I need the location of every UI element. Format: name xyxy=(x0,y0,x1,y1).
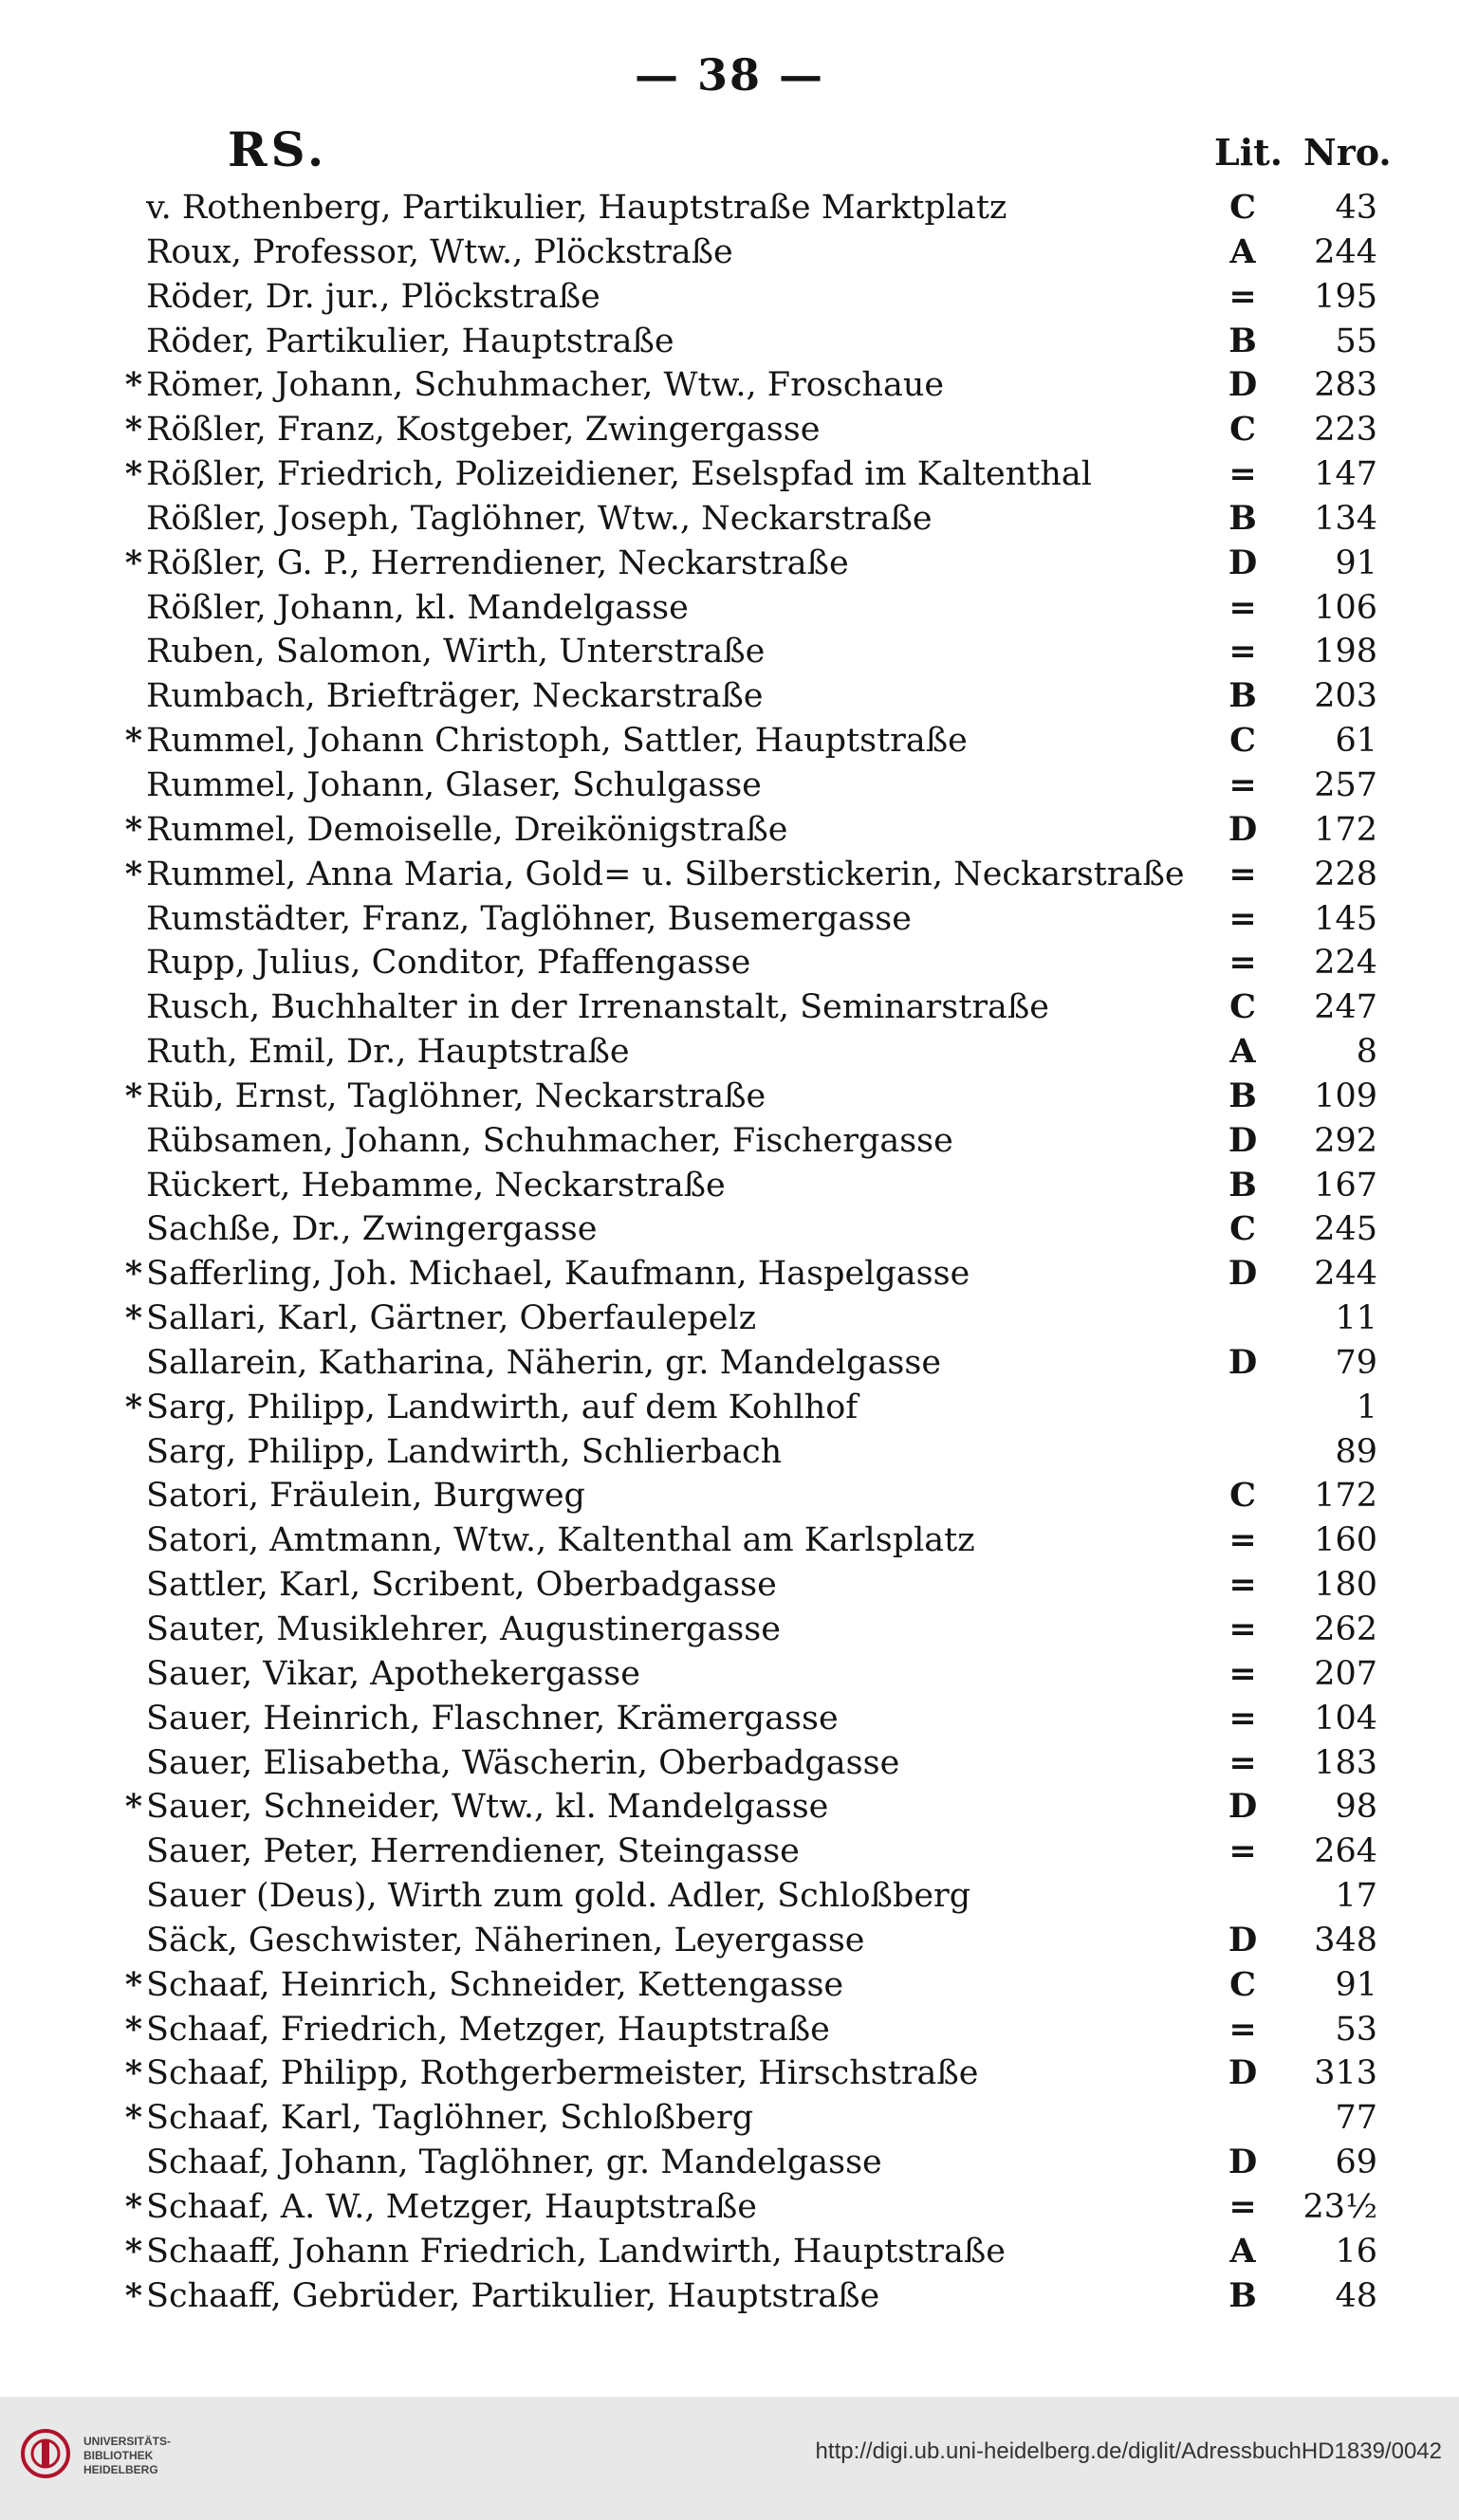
logo-line: UNIVERSITÄTS- xyxy=(83,2435,172,2448)
entry-lit: D xyxy=(1228,1254,1258,1294)
entry-star-marker: * xyxy=(124,2186,142,2226)
entry-nro: 223 xyxy=(1314,411,1377,450)
list-item xyxy=(104,985,1377,1030)
entry-text: Safferling, Joh. Michael, Kaufmann, Haspelgasse xyxy=(146,1255,970,1294)
entry-star-marker: * xyxy=(124,543,142,582)
entry-text: Sauer, Elisabetha, Wäscherin, Oberbadgasse xyxy=(146,1743,900,1782)
entry-lit: D xyxy=(1228,1787,1258,1827)
entry-star-marker: * xyxy=(124,1787,142,1827)
list-item xyxy=(104,853,1377,897)
list-item xyxy=(104,1119,1377,1164)
list-item xyxy=(104,497,1377,542)
entry-lit: = xyxy=(1228,898,1257,938)
entry-nro: 264 xyxy=(1314,1832,1377,1871)
list-item xyxy=(104,1030,1377,1075)
column-nro-header: Nro. xyxy=(1303,131,1392,174)
list-item xyxy=(104,1652,1377,1697)
entry-text: Schaaf, A. W., Metzger, Hauptstraße xyxy=(146,2187,757,2226)
entry-lit: D xyxy=(1228,809,1258,849)
entry-lit: D xyxy=(1228,543,1258,582)
column-lit-header: Lit. xyxy=(1214,131,1283,174)
list-item xyxy=(104,1919,1377,1963)
list-item xyxy=(104,1474,1377,1518)
entry-lit: = xyxy=(1228,587,1257,627)
list-item xyxy=(104,1075,1377,1119)
entry-nro: 203 xyxy=(1314,677,1377,716)
entry-text: Sauer, Heinrich, Flaschner, Krämergasse xyxy=(146,1699,839,1738)
entry-text: Rupp, Julius, Conditor, Pfaffengasse xyxy=(146,944,751,983)
entry-lit: = xyxy=(1228,632,1257,671)
list-item xyxy=(104,2274,1377,2319)
entry-nro: 244 xyxy=(1314,1255,1377,1294)
entry-text: Sarg, Philipp, Landwirth, Schlierbach xyxy=(146,1432,783,1471)
list-item xyxy=(104,320,1377,364)
entry-text: Satori, Amtmann, Wtw., Kaltenthal am Karlsplatz xyxy=(146,1521,975,1560)
page-number: — 38 — xyxy=(634,49,825,101)
entry-nro: 16 xyxy=(1335,2232,1377,2271)
list-item xyxy=(104,2096,1377,2141)
entry-text: Schaaf, Philipp, Rothgerbermeister, Hirschstraße xyxy=(146,2054,979,2093)
entry-text: Rößler, Franz, Kostgeber, Zwingergasse xyxy=(146,411,821,450)
entry-nro: 244 xyxy=(1314,232,1377,271)
entry-text: Rummel, Demoiselle, Dreikönigstraße xyxy=(146,810,788,849)
list-item xyxy=(104,542,1377,586)
entry-text: Ruben, Salomon, Wirth, Unterstraße xyxy=(146,633,766,671)
list-item xyxy=(104,897,1377,942)
entry-text: Schaaf, Friedrich, Metzger, Hauptstraße xyxy=(146,2010,830,2049)
entry-lit: = xyxy=(1228,764,1257,804)
entry-text: Sauer (Deus), Wirth zum gold. Adler, Schloßberg xyxy=(146,1877,971,1916)
entry-text: Roux, Professor, Wtw., Plöckstraße xyxy=(146,232,733,271)
entry-text: Schaaf, Heinrich, Schneider, Kettengasse xyxy=(146,1965,844,2004)
list-item xyxy=(104,1297,1377,1341)
entry-nro: 23½ xyxy=(1302,2187,1377,2226)
entry-text: Schaaf, Johann, Taglöhner, gr. Mandelgasse xyxy=(146,2143,882,2182)
entry-lit: C xyxy=(1229,188,1256,227)
entry-text: Rübsamen, Johann, Schuhmacher, Fischergasse xyxy=(146,1121,953,1160)
entry-nro: 160 xyxy=(1314,1521,1377,1560)
list-item xyxy=(104,363,1377,408)
entry-nro: 247 xyxy=(1314,988,1377,1027)
entry-nro: 17 xyxy=(1335,1877,1377,1916)
entry-text: Sauter, Musiklehrer, Augustinergasse xyxy=(146,1610,781,1648)
entry-text: Röder, Dr. jur., Plöckstraße xyxy=(146,277,600,316)
entry-lit: = xyxy=(1228,1653,1257,1693)
list-item xyxy=(104,1386,1377,1430)
entry-text: Rößler, G. P., Herrendiener, Neckarstraße xyxy=(146,543,849,582)
entry-lit: = xyxy=(1228,943,1257,983)
entry-star-marker: * xyxy=(124,1964,142,2004)
entry-lit: D xyxy=(1228,365,1258,405)
library-logo[interactable] xyxy=(19,2418,199,2503)
entry-lit: C xyxy=(1229,410,1256,450)
entry-lit: C xyxy=(1229,987,1256,1027)
entry-text: v. Rothenberg, Partikulier, Hauptstraße Marktplatz xyxy=(146,189,1007,227)
entry-star-marker: * xyxy=(124,1076,142,1115)
entry-nro: 183 xyxy=(1314,1743,1377,1782)
entry-text: Rusch, Buchhalter in der Irrenanstalt, Seminarstraße xyxy=(146,988,1050,1027)
list-item xyxy=(104,1207,1377,1252)
entry-lit: = xyxy=(1228,1609,1257,1648)
entry-text: Sauer, Peter, Herrendiener, Steingasse xyxy=(146,1832,800,1871)
list-item xyxy=(104,1341,1377,1386)
entry-star-marker: * xyxy=(124,2231,142,2271)
entry-nro: 53 xyxy=(1335,2010,1377,2049)
section-heading: RS. xyxy=(228,121,328,177)
entry-star-marker: * xyxy=(124,809,142,849)
entry-lit: A xyxy=(1229,2231,1256,2271)
entry-nro: 195 xyxy=(1314,277,1377,316)
list-item xyxy=(104,630,1377,674)
entry-lit: C xyxy=(1229,721,1256,761)
entry-lit: B xyxy=(1228,321,1257,360)
entry-text: Rumstädter, Franz, Taglöhner, Busemergasse xyxy=(146,899,912,938)
entry-text: Rößler, Johann, kl. Mandelgasse xyxy=(146,588,689,627)
entry-nro: 89 xyxy=(1335,1432,1377,1471)
entry-text: Sallari, Karl, Gärtner, Oberfaulepelz xyxy=(146,1299,757,1338)
entry-nro: 147 xyxy=(1314,455,1377,494)
entry-nro: 98 xyxy=(1335,1788,1377,1827)
entry-nro: 257 xyxy=(1314,765,1377,804)
list-item xyxy=(104,2230,1377,2274)
column-header-row xyxy=(228,121,1392,182)
entry-lit: D xyxy=(1228,1920,1258,1959)
entry-lit: A xyxy=(1229,1032,1256,1072)
entry-nro: 172 xyxy=(1314,810,1377,849)
entry-text: Rummel, Johann, Glaser, Schulgasse xyxy=(146,765,762,804)
list-item xyxy=(104,275,1377,320)
address-entry-list xyxy=(104,186,1377,2319)
library-logo-text xyxy=(83,2435,216,2477)
list-item xyxy=(104,1697,1377,1741)
entry-text: Sachße, Dr., Zwingergasse xyxy=(146,1210,598,1249)
entry-nro: 134 xyxy=(1314,499,1377,538)
entry-nro: 61 xyxy=(1335,722,1377,761)
entry-lit: D xyxy=(1228,2143,1258,2182)
entry-star-marker: * xyxy=(124,2098,142,2138)
entry-text: Säck, Geschwister, Näherinen, Leyergasse xyxy=(146,1921,865,1959)
list-item xyxy=(104,1785,1377,1830)
entry-text: Rößler, Friedrich, Polizeidiener, Eselspfad im Kaltenthal xyxy=(146,455,1092,494)
list-item xyxy=(104,719,1377,763)
entry-text: Rummel, Anna Maria, Gold= u. Silberstickerin, Neckarstraße xyxy=(146,855,1185,893)
entry-nro: 91 xyxy=(1335,543,1377,582)
entry-nro: 79 xyxy=(1335,1343,1377,1382)
entry-lit: = xyxy=(1228,454,1257,494)
entry-text: Rückert, Hebamme, Neckarstraße xyxy=(146,1166,726,1205)
entry-nro: 180 xyxy=(1314,1566,1377,1605)
list-item xyxy=(104,1430,1377,1475)
entry-lit: = xyxy=(1228,2186,1257,2226)
entry-nro: 43 xyxy=(1335,189,1377,227)
list-item xyxy=(104,1164,1377,1208)
entry-nro: 207 xyxy=(1314,1654,1377,1693)
list-item xyxy=(104,186,1377,230)
list-item xyxy=(104,2008,1377,2052)
entry-lit: B xyxy=(1228,676,1257,716)
list-item xyxy=(104,1252,1377,1297)
entry-lit: D xyxy=(1228,1342,1258,1382)
entry-nro: 8 xyxy=(1356,1033,1377,1072)
list-item xyxy=(104,230,1377,275)
entry-lit: = xyxy=(1228,2009,1257,2049)
entry-star-marker: * xyxy=(124,2053,142,2093)
entry-lit: B xyxy=(1228,1165,1257,1205)
entry-lit: = xyxy=(1228,854,1257,893)
entry-nro: 48 xyxy=(1335,2276,1377,2315)
list-item xyxy=(104,1518,1377,1563)
entry-nro: 228 xyxy=(1314,855,1377,893)
entry-lit: = xyxy=(1228,276,1257,316)
logo-line: HEIDELBERG xyxy=(83,2463,158,2476)
entry-star-marker: * xyxy=(124,854,142,893)
entry-nro: 292 xyxy=(1314,1121,1377,1160)
entry-text: Sarg, Philipp, Landwirth, auf dem Kohlhof xyxy=(146,1388,859,1426)
entry-star-marker: * xyxy=(124,1387,142,1426)
list-item xyxy=(104,586,1377,631)
entry-text: Satori, Fräulein, Burgweg xyxy=(146,1477,585,1516)
list-item xyxy=(104,674,1377,719)
entry-text: Rößler, Joseph, Taglöhner, Wtw., Neckarstraße xyxy=(146,499,933,538)
entry-nro: 1 xyxy=(1356,1388,1377,1426)
list-item xyxy=(104,1874,1377,1919)
entry-star-marker: * xyxy=(124,410,142,450)
entry-nro: 313 xyxy=(1314,2054,1377,2093)
list-item xyxy=(104,1963,1377,2008)
entry-nro: 109 xyxy=(1314,1076,1377,1115)
entry-text: Röder, Partikulier, Hauptstraße xyxy=(146,322,674,360)
entry-lit: B xyxy=(1228,1076,1257,1115)
entry-star-marker: * xyxy=(124,454,142,494)
list-item xyxy=(104,1563,1377,1608)
entry-nro: 224 xyxy=(1314,944,1377,983)
logo-line: BIBLIOTHEK xyxy=(83,2449,154,2462)
entry-nro: 11 xyxy=(1335,1299,1377,1338)
entry-lit: A xyxy=(1229,231,1256,271)
entry-nro: 172 xyxy=(1314,1477,1377,1516)
list-item xyxy=(104,2141,1377,2185)
entry-star-marker: * xyxy=(124,365,142,405)
list-item xyxy=(104,452,1377,497)
entry-star-marker: * xyxy=(124,2009,142,2049)
entry-nro: 106 xyxy=(1314,588,1377,627)
entry-text: Sauer, Schneider, Wtw., kl. Mandelgasse xyxy=(146,1788,829,1827)
entry-lit: D xyxy=(1228,2053,1258,2093)
entry-text: Sauer, Vikar, Apothekergasse xyxy=(146,1654,640,1693)
list-item xyxy=(104,2051,1377,2096)
entry-lit: = xyxy=(1228,1698,1257,1738)
source-url-link[interactable]: http://digi.ub.uni-heidelberg.de/diglit/AdressbuchHD1839/0042 xyxy=(815,2438,1442,2464)
entry-lit: C xyxy=(1229,1209,1256,1249)
list-item xyxy=(104,2185,1377,2230)
list-item xyxy=(104,1741,1377,1786)
entry-lit: C xyxy=(1229,1964,1256,2004)
entry-text: Rumbach, Briefträger, Neckarstraße xyxy=(146,677,764,716)
entry-lit: B xyxy=(1228,498,1257,538)
entry-nro: 167 xyxy=(1314,1166,1377,1205)
entry-lit: D xyxy=(1228,1120,1258,1160)
entry-text: Schaaf, Karl, Taglöhner, Schloßberg xyxy=(146,2099,754,2138)
entry-text: Schaaff, Gebrüder, Partikulier, Hauptstraße xyxy=(146,2276,880,2315)
entry-text: Sallarein, Katharina, Näherin, gr. Mandelgasse xyxy=(146,1343,942,1382)
entry-star-marker: * xyxy=(124,1254,142,1294)
entry-lit: = xyxy=(1228,1831,1257,1871)
list-item xyxy=(104,408,1377,452)
entry-nro: 91 xyxy=(1335,1965,1377,2004)
entry-nro: 245 xyxy=(1314,1210,1377,1249)
entry-nro: 283 xyxy=(1314,366,1377,405)
entry-text: Ruth, Emil, Dr., Hauptstraße xyxy=(146,1033,630,1072)
list-item xyxy=(104,763,1377,808)
entry-lit: B xyxy=(1228,2275,1257,2315)
list-item xyxy=(104,1830,1377,1874)
entry-nro: 348 xyxy=(1314,1921,1377,1959)
entry-text: Rummel, Johann Christoph, Sattler, Hauptstraße xyxy=(146,722,968,761)
list-item xyxy=(104,941,1377,985)
list-item xyxy=(104,1608,1377,1652)
entry-star-marker: * xyxy=(124,1298,142,1338)
list-item xyxy=(104,808,1377,853)
entry-star-marker: * xyxy=(124,721,142,761)
entry-nro: 198 xyxy=(1314,633,1377,671)
entry-lit: = xyxy=(1228,1520,1257,1560)
entry-text: Römer, Johann, Schuhmacher, Wtw., Froschaue xyxy=(146,366,945,405)
entry-text: Sattler, Karl, Scribent, Oberbadgasse xyxy=(146,1566,777,1605)
entry-lit: = xyxy=(1228,1565,1257,1605)
entry-nro: 69 xyxy=(1335,2143,1377,2182)
entry-nro: 262 xyxy=(1314,1610,1377,1648)
entry-nro: 145 xyxy=(1314,899,1377,938)
entry-nro: 77 xyxy=(1335,2099,1377,2138)
entry-nro: 55 xyxy=(1335,322,1377,360)
entry-star-marker: * xyxy=(124,2275,142,2315)
footer-bar xyxy=(0,2397,1459,2520)
entry-text: Schaaff, Johann Friedrich, Landwirth, Hauptstraße xyxy=(146,2232,1007,2271)
library-seal-icon xyxy=(19,2418,76,2503)
entry-lit: C xyxy=(1229,1476,1256,1516)
entry-text: Rüb, Ernst, Taglöhner, Neckarstraße xyxy=(146,1076,766,1115)
entry-nro: 104 xyxy=(1314,1699,1377,1738)
entry-lit: = xyxy=(1228,1742,1257,1782)
